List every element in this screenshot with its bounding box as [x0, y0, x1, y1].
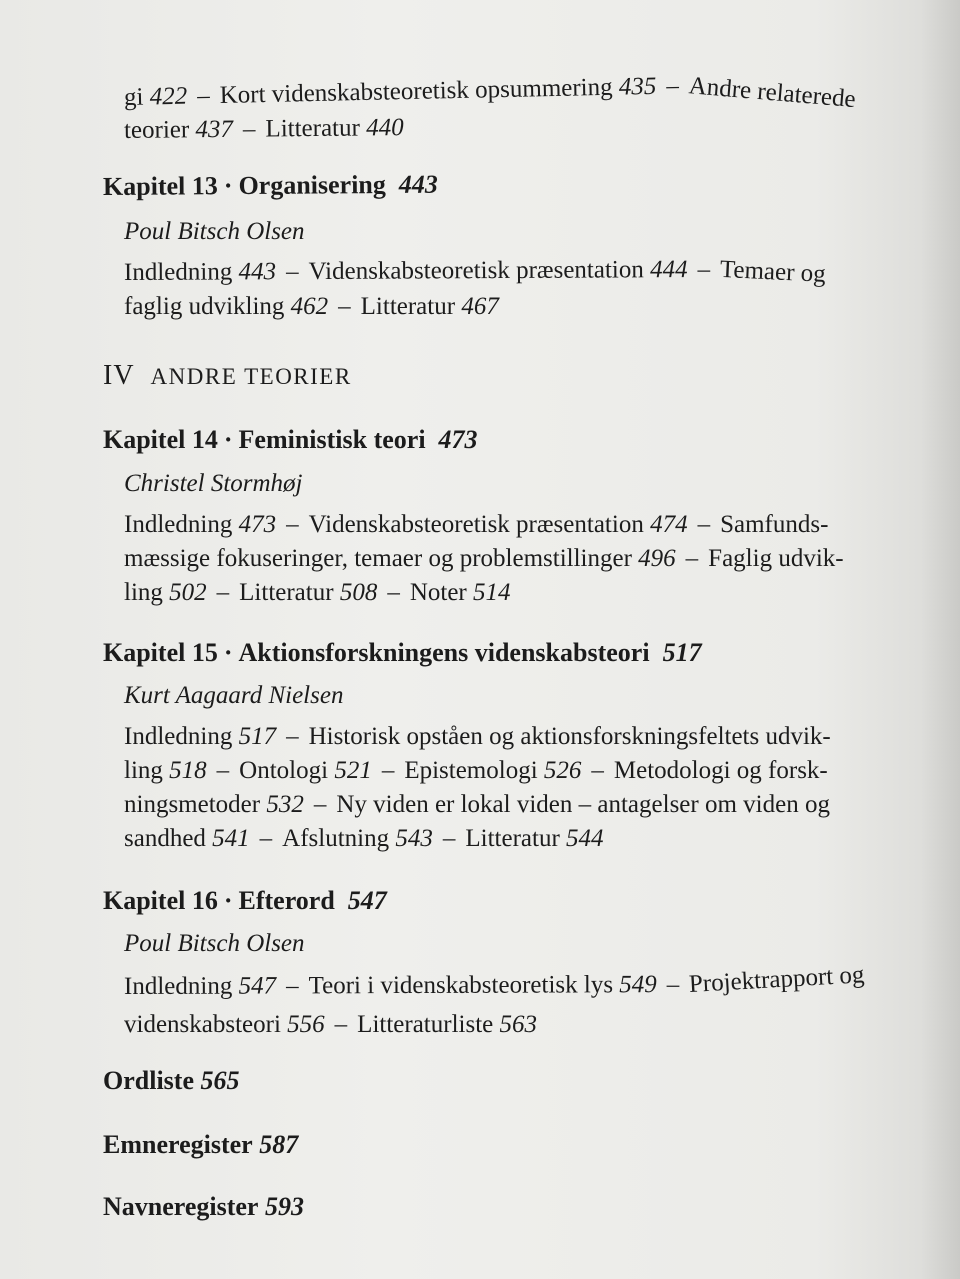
chapter-15-line-4: sandhed 541 – Afslutning 543 – Litteratur 544 — [124, 825, 604, 852]
chapter-16-line-2: videnskabsteori 556 – Litteraturliste 563 — [124, 1011, 537, 1038]
chapter-14-line-2: mæssige fokuseringer, temaer og problemstillinger 496 – Faglig udvik- — [124, 545, 844, 572]
chapter-14-author: Christel Stormhøj — [124, 470, 303, 497]
chapter-14-heading: Kapitel 14 · Feministisk teori 473 — [103, 425, 478, 454]
chapter-13-author: Poul Bitsch Olsen — [124, 218, 305, 245]
chapter-16-line-1: Indledning 547 – Teori i videnskabsteoretisk lys 549 – Projektrapport og — [123, 961, 866, 1000]
chapter-13-line-2: faglig udvikling 462 – Litteratur 467 — [124, 293, 499, 320]
back-matter-ordliste: Ordliste 565 — [103, 1066, 240, 1095]
page-edge-shadow — [920, 0, 960, 1279]
chapter-16-heading: Kapitel 16 · Efterord 547 — [103, 886, 387, 915]
chapter-15-line-1: Indledning 517 – Historisk opståen og aktionsforskningsfeltets udvik- — [124, 723, 831, 750]
chapter-16-author: Poul Bitsch Olsen — [124, 930, 305, 957]
chapter-14-line-3: ling 502 – Litteratur 508 – Noter 514 — [124, 579, 511, 606]
chapter-13-line-1: Indledning 443 – Videnskabsteoretisk præsentation 444 – Temaer og — [123, 255, 827, 288]
chapter-13-heading: Kapitel 13 · Organisering 443 — [102, 169, 438, 201]
chapter-15-heading: Kapitel 15 · Aktionsforskningens videnskabsteori 517 — [103, 638, 702, 667]
chapter-15-line-3: ningsmetoder 532 – Ny viden er lokal viden – antagelser om viden og — [124, 791, 830, 818]
chapter-15-author: Kurt Aagaard Nielsen — [124, 682, 344, 709]
chapter-14-line-1: Indledning 473 – Videnskabsteoretisk præsentation 474 – Samfunds- — [124, 511, 829, 538]
toc-continuation-line-1: gi 422 – Kort videnskabsteoretisk opsummering 435 – Andre relaterede — [123, 72, 857, 114]
toc-continuation-line-2: teorier 437 – Litteratur 440 — [123, 114, 404, 144]
back-matter-emneregister: Emneregister 587 — [103, 1130, 299, 1159]
chapter-15-line-2: ling 518 – Ontologi 521 – Epistemologi 526 – Metodologi og forsk- — [124, 757, 828, 784]
part-heading: IV ANDRE TEORIER — [103, 360, 352, 391]
back-matter-navneregister: Navneregister 593 — [103, 1192, 304, 1221]
